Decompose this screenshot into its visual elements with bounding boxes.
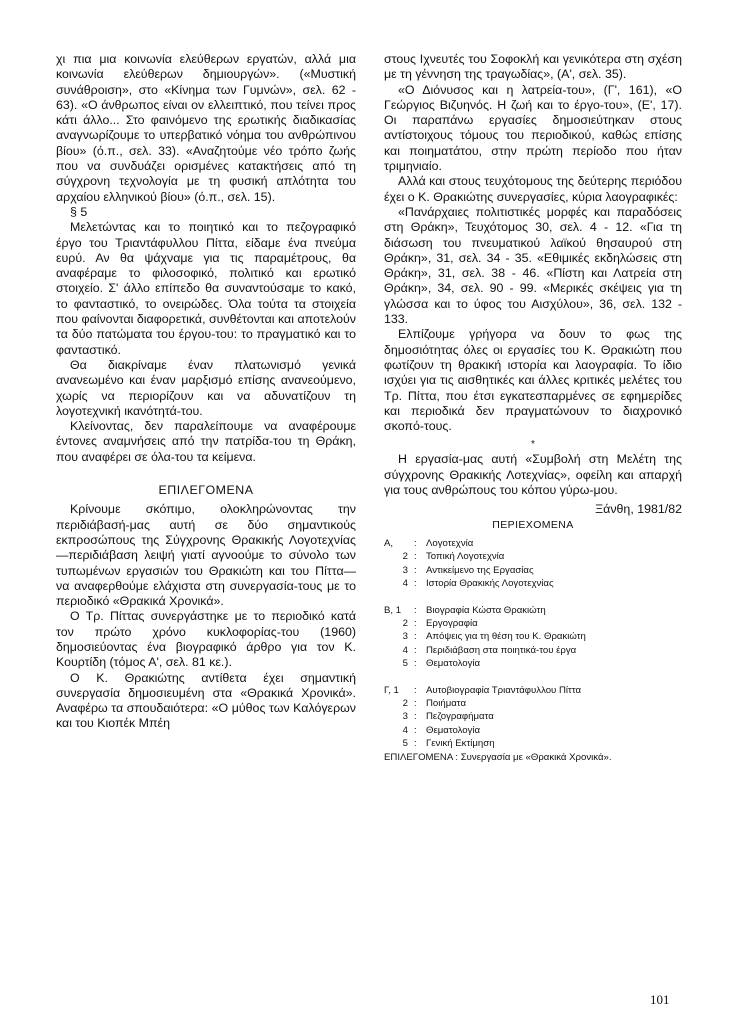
paragraph: Ο Κ. Θρακιώτης αντίθετα έχει σημαντική συνεργασία δημοσιευμένη στα «Θρακικά Χρονικά». Αναφέρω τα σπουδαιότερα: «Ο μύθος των Καλόγερων και του Κιοπέκ Μπέη [56,670,356,731]
paragraph: χι πια μια κοινωνία ελεύθερων εργατών, αλλά μια κοινωνία ελεύθερων δημιουργών». («Μυστική συνάθροιση», στο «Κίνημα των Γυμνών», σελ. 62 - 63). «Ο άνθρωπος είναι ον ελλειπτικό, που τείνει προς κάτι άλλο... Στο φαινόμενο της ερωτικής διαδικασίας αναγνωρίζουμε το υπερβατικό νόημα του ανθρώπινου βίου» (ό.π., σελ. 33). «Αναζητούμε νέο τρόπο ζωής που να συνδυάζει ορισμένες κατακτήσεις από τη σύγχρονη τεχνολογία με τη φυσική απλότητα του αρχαίου ελληνικού βίου» (ό.π., σελ. 15). [56,52,356,204]
separator-asterisk: * [531,439,535,451]
toc-number: Γ, 1 [384,684,399,696]
toc-number: Β, 1 [384,604,402,616]
toc-number: 3 [402,711,408,723]
toc-text: Ιστορία Θρακικής Λογοτεχνίας [426,578,554,590]
toc-entry: 4 : Ιστορία Θρακικής Λογοτεχνίας [384,577,682,590]
paragraph: στους Ιχνευτές του Σοφοκλή και γενικότερα στη σχέση με τη γέννηση της τραγωδίας», (Α', σελ. 35). [384,52,682,82]
paragraph: Ελπίζουμε γρήγορα να δουν το φως της δημοσιότητας όλες οι εργασίες του Κ. Θρακιώτη που φωτίζουν τη θρακική ιστορία και λαογραφία. Το ίδιο ισχύει για τις αισθητικές και άλλες κριτικές μελέτες του Τρ. Πίττα, που έτσι εγκατεσπαρμένες σε εφημερίδες και περιοδικά δεν πραγματώνουν το διαχρονικό σκοπό-τους. [384,327,682,434]
toc-text: Θεματολογία [426,658,481,670]
page-number: 101 [650,992,670,1007]
toc-number: 2 [402,617,408,629]
toc-entry: 4 : Περιδιάβαση στα ποιητικά-του έργα [384,644,682,657]
toc-number: Α, [384,537,394,549]
paragraph: «Ο Διόνυσος και η λατρεία-του», (Γ', 161), «Ο Γεώργιος Βιζυηνός. Η ζωή και το έργο-του», (Ε', 17). Οι παραπάνω εργασίες δημοσιεύτηκαν στους αντίστοιχους τόμους του περιοδικού, καθώς επίσης και ποιηματάτου, στην πρώτη περίοδο που ήταν τριμηνιαίο. [384,82,682,174]
toc-number: 2 [402,551,408,563]
toc-entry: Β, 1 : Βιογραφία Κώστα Θρακιώτη [384,604,682,617]
toc-title: ΠΕΡΙΕΧΟΜΕΝΑ [492,518,574,531]
toc-entry: 5 : Γενική Εκτίμηση [384,737,682,750]
toc-entry: 4 : Θεματολογία [384,724,682,737]
toc-text: Θεματολογία [426,724,481,736]
toc-text: Γενική Εκτίμηση [426,738,495,750]
toc-entry: 5 : Θεματολογία [384,657,682,670]
paragraph: Κρίνουμε σκόπιμο, ολοκληρώνοντας την περιδιάβασή-μας αυτή σε δύο σημαντικούς εκπροσώπους της Σύγχρονης Θρακικής Λογοτεχνίας —περιδιάβαση λειψή γιατί αγνοούμε το σύνολο των τυπωμένων εργασιών του Θρακιώτη και του Πίττα— να αναφερθούμε ελάχιστα στη συνεργασία-τους με το περιοδικό «Θρακικά Χρονικά». [56,502,356,609]
toc-text: Περιδιάβαση στα ποιητικά-του έργα [426,644,577,656]
toc-number: 3 [402,564,408,576]
toc-number: 2 [402,697,408,709]
toc-text: Ποιήματα [426,697,467,709]
toc-text: Αυτοβιογραφία Τριαντάφυλλου Πίττα [426,684,582,696]
toc-text: Βιογραφία Κώστα Θρακιώτη [426,604,546,616]
toc-number: 5 [402,738,408,750]
paragraph: Κλείνοντας, δεν παραλείπουμε να αναφέρουμε έντονες αναμνήσεις από την πατρίδα-του τη Θράκη, που αναφέρει σε όλα-του τα κείμενα. [56,419,356,464]
toc-entry: Γ, 1 : Αυτοβιογραφία Τριαντάφυλλου Πίττα [384,684,682,697]
toc-entry: 3 : Αντικείμενο της Εργασίας [384,564,682,577]
toc-entry: Α, : Λογοτεχνία [384,537,682,550]
toc-text: Λογοτεχνία [426,537,474,549]
right-column [384,52,682,764]
toc-text: Εργογραφία [426,617,478,629]
toc-text: Πεζογραφήματα [426,711,494,723]
toc-epilogue: ΕΠΙΛΕΓΟΜΕΝΑ : Συνεργασία με «Θρακικά Χρονικά». [384,751,612,763]
toc-entry: 3 : Πεζογραφήματα [384,710,682,723]
toc-number: 4 [402,578,408,590]
paragraph: Αλλά και στους τευχότομους της δεύτερης περιόδου έχει ο Κ. Θρακιώτης συνεργασίες, κύρια λαογραφικές: [384,174,682,204]
toc-entry: 2 : Ποιήματα [384,697,682,710]
toc-group-b [384,604,682,671]
toc-number: 4 [402,724,408,736]
toc-text: Αντικείμενο της Εργασίας [426,564,534,576]
toc-entry: 3 : Απόψεις για τη θέση του Κ. Θρακιώτη [384,630,682,643]
table-of-contents [384,537,682,764]
toc-entry: 2 : Τοπική Λογοτεχνία [384,550,682,563]
toc-number: 4 [402,644,408,656]
section-marker: § 5 [70,204,88,219]
paragraph: Ο Τρ. Πίττας συνεργάστηκε με το περιοδικό κατά τον πρώτο χρόνο κυκλοφορίας-του (1960) δημοσιεύοντας ένα βιογραφικό άρθρο για τον Κ. Κουρτίδη (τόμος Α', σελ. 81 κε.). [56,609,356,670]
paragraph: «Πανάρχαιες πολιτιστικές μορφές και παραδόσεις στη Θράκη», Τευχότομος 30, σελ. 4 - 12. «Για τη διάσωση του πνευματικού λαϊκού θησαυρού στη Θράκη», 31, σελ. 34 - 35. «Εθιμικές εκδηλώσεις στη Θράκη», 31, σελ. 38 - 46. «Πίστη και Λατρεία στη Θράκη», 34, σελ. 90 - 99. «Μερικές σκέψεις για τη γλώσσα και το ύφος του Αισχύλου», 36, σελ. 132 - 133. [384,204,682,327]
toc-number: 5 [402,658,408,670]
paragraph: Η εργασία-μας αυτή «Συμβολή στη Μελέτη της σύγχρονης Θρακικής Λοτεχνίας», οφείλη και απαρχή για τους ανθρώπους του κόπου γύρω-μου. [384,452,682,498]
paragraph: Μελετώντας και το ποιητικό και το πεζογραφικό έργο του Τριαντάφυλλου Πίττα, είδαμε ένα πνεύμα ευρύ. Αν θα ψάχναμε για τις παραμέτρους, θα αναφέραμε το φιλοσοφικό, πολιτικό και ερωτικό στοιχείο. Σ' άλλο επίπεδο θα συναντούσαμε το κακό, το φανταστικό, το ονειρώδες. Όλα τούτα τα στοιχεία που φαίνονται διαφορετικά, συνθέτονται και αποτελούν τα δύο πατώματα του έργου-του: το πραγματικό και το φανταστικό. [56,220,356,357]
toc-group-a [384,537,682,591]
section-heading: ΕΠΙΛΕΓΟΜΕΝΑ [158,483,254,498]
toc-entry: 2 : Εργογραφία [384,617,682,630]
left-column [56,52,356,732]
place-date: Ξάνθη, 1981/82 [595,502,682,517]
paragraph: Θα διακρίναμε έναν πλατωνισμό γενικά ανανεωμένο και έναν μαρξισμό επίσης ανανεούμενο, χωρίς να περιορίζουν και να αδυνατίζουν τη λογοτεχνική ικανότητά-του. [56,357,356,418]
toc-text: Τοπική Λογοτεχνία [426,551,505,563]
toc-text: Απόψεις για τη θέση του Κ. Θρακιώτη [426,631,586,643]
toc-group-c [384,684,682,751]
toc-number: 3 [402,631,408,643]
